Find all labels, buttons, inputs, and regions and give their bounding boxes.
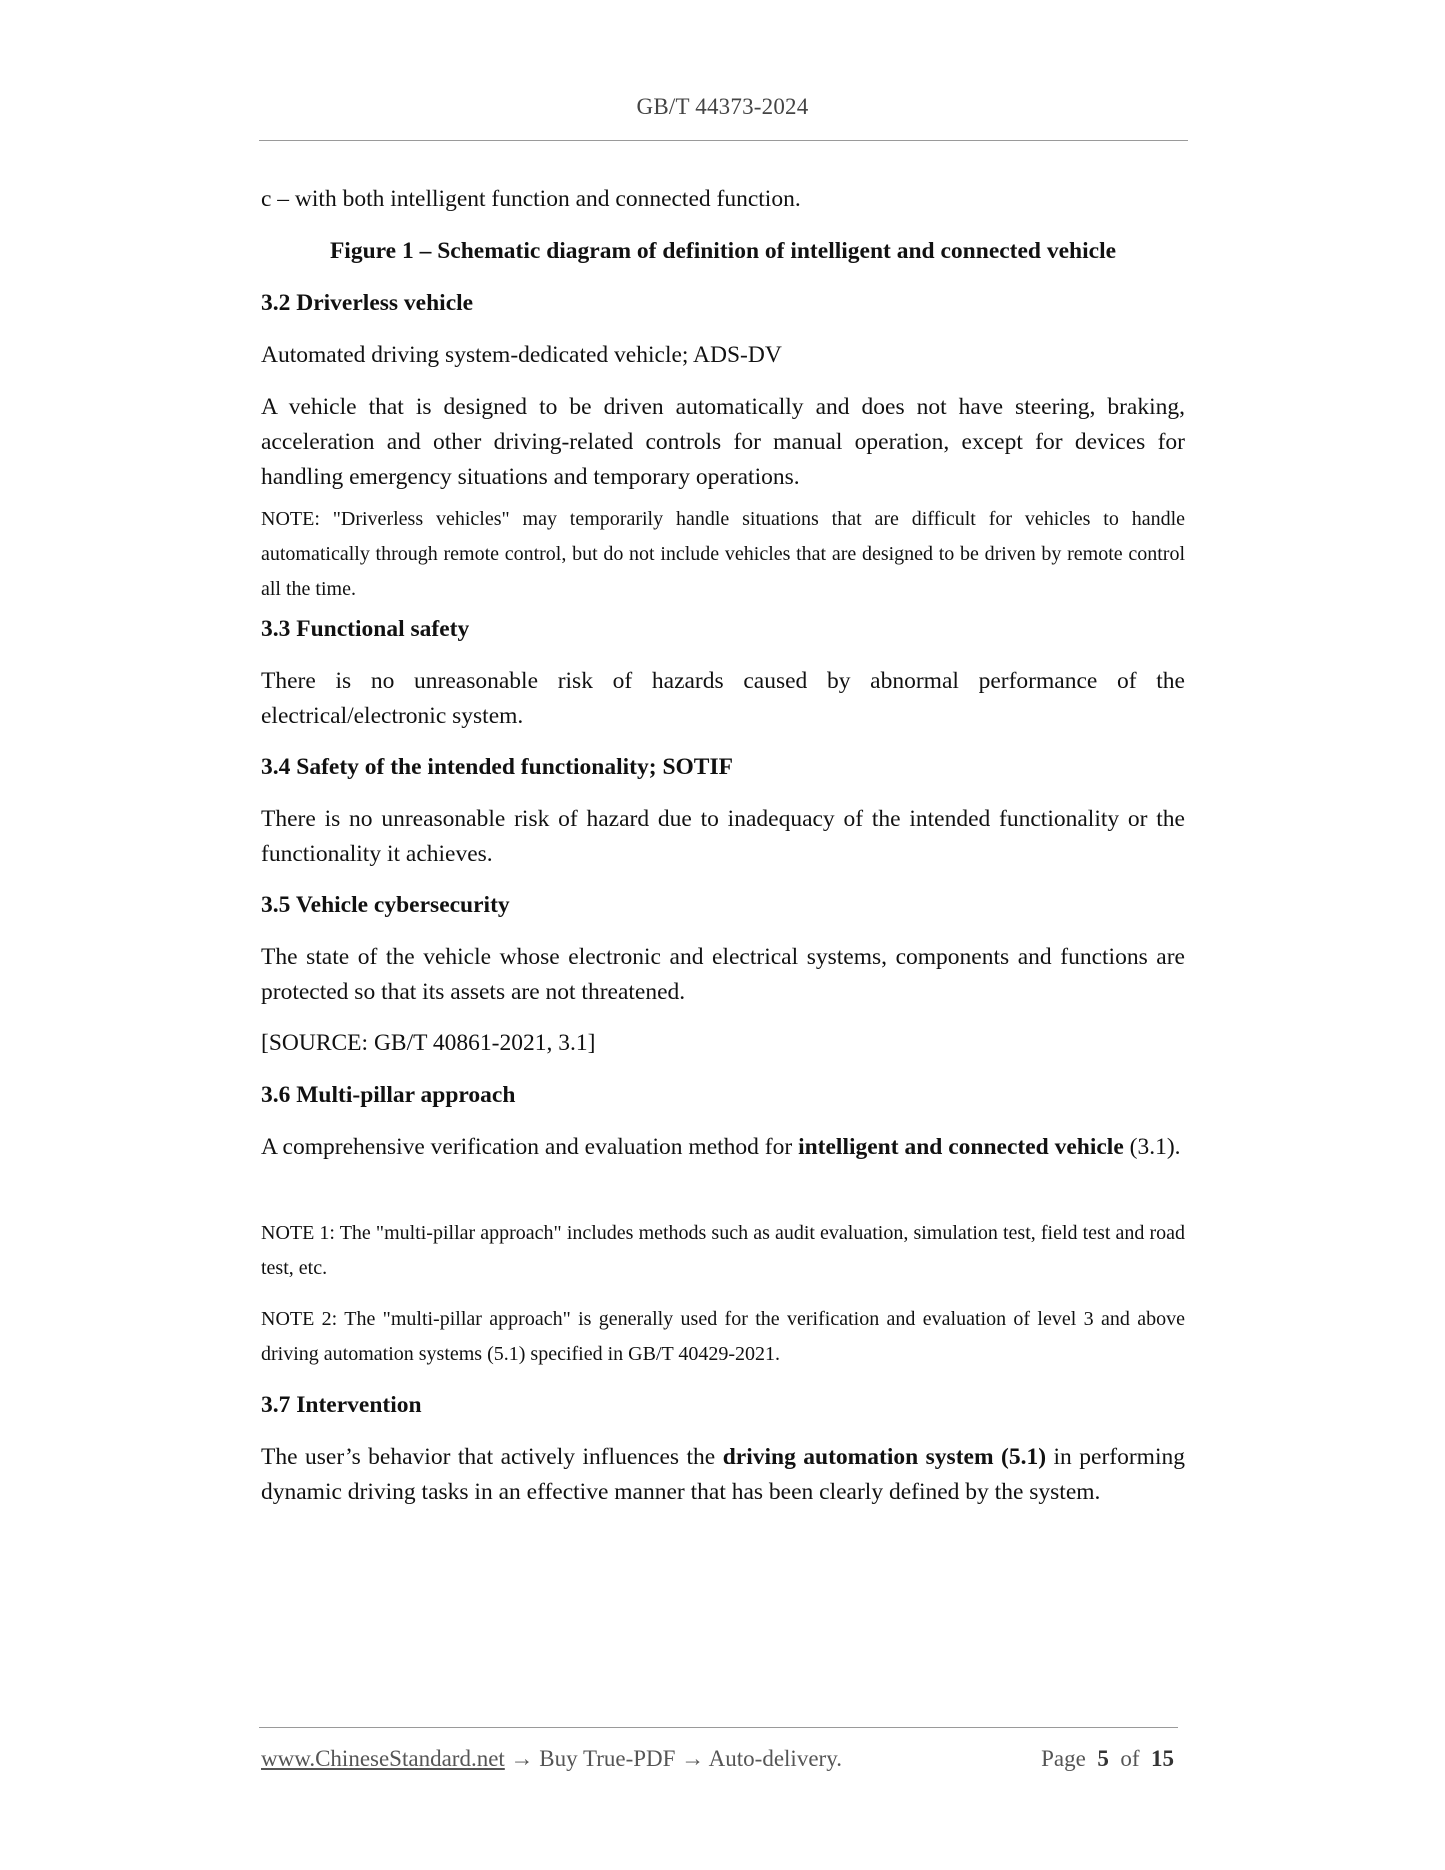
- definition-3-7-pre: The user’s behavior that actively influences the: [261, 1444, 723, 1470]
- website-link[interactable]: www.ChineseStandard.net: [261, 1746, 505, 1771]
- header-standard-number: GB/T 44373-2024: [636, 94, 809, 119]
- header-divider: [259, 140, 1188, 141]
- note-2-3-6: NOTE 2: The "multi-pillar approach" is generally used for the verification and evaluation of level 3 and above driving automation systems (5.1) specified in GB/T 40429-2021.: [261, 1308, 1185, 1365]
- definition-3-6-post: (3.1).: [1123, 1134, 1181, 1160]
- definition-3-7-term: driving automation system (5.1): [722, 1444, 1047, 1470]
- definition-3-5: The state of the vehicle whose electronic and electrical systems, components and functions are protected so that its assets are not threatened.: [261, 944, 1185, 1005]
- figure-caption: Figure 1 – Schematic diagram of definition of intelligent and connected vehicle: [329, 238, 1117, 264]
- arrow-right-icon: →: [681, 1746, 705, 1771]
- arrow-right-icon: →: [510, 1746, 534, 1771]
- definition-3-6: [261, 1130, 1185, 1165]
- definition-3-6-pre: A comprehensive verification and evaluation method for: [261, 1134, 799, 1160]
- definition-3-6-term: intelligent and connected vehicle: [798, 1134, 1124, 1160]
- section-heading-3-3: 3.3 Functional safety: [261, 616, 470, 642]
- page-current: 5: [1097, 1746, 1109, 1771]
- footer-divider: [259, 1727, 1178, 1728]
- section-heading-3-6: 3.6 Multi-pillar approach: [261, 1082, 516, 1108]
- section-heading-3-5: 3.5 Vehicle cybersecurity: [261, 892, 510, 918]
- note-3-2: NOTE: "Driverless vehicles" may temporarily handle situations that are difficult for vehicles to handle automatically through remote control, but do not include vehicles that are designed to be driven by remote control all the time.: [261, 508, 1185, 600]
- auto-delivery-text: Auto-delivery.: [708, 1746, 842, 1771]
- page-number: [1041, 1746, 1174, 1772]
- definition-3-3: There is no unreasonable risk of hazards caused by abnormal performance of the electrical/electronic system.: [261, 668, 1185, 729]
- alt-term-3-2: Automated driving system-dedicated vehicle; ADS-DV: [261, 342, 782, 368]
- note-1-3-6: NOTE 1: The "multi-pillar approach" includes methods such as audit evaluation, simulation test, field test and road test, etc.: [261, 1222, 1185, 1279]
- section-heading-3-7: 3.7 Intervention: [261, 1392, 422, 1418]
- page-total: 15: [1151, 1746, 1174, 1771]
- source-3-5: [SOURCE: GB/T 40861-2021, 3.1]: [261, 1030, 596, 1056]
- definition-3-4: There is no unreasonable risk of hazard due to inadequacy of the intended functionality or the functionality it achieves.: [261, 806, 1185, 867]
- buy-true-pdf-text: Buy True-PDF: [539, 1746, 676, 1771]
- definition-3-7-post: in performing dynamic driving tasks in an effective manner that has been clearly defined by the system.: [261, 1444, 1185, 1505]
- section-heading-3-4: 3.4 Safety of the intended functionality; SOTIF: [261, 754, 733, 780]
- section-heading-3-2: 3.2 Driverless vehicle: [261, 290, 474, 316]
- footer-promo: [261, 1746, 842, 1772]
- definition-3-7: [261, 1440, 1185, 1510]
- of-label: of: [1120, 1746, 1140, 1771]
- page-label: Page: [1041, 1746, 1086, 1771]
- definition-3-2: A vehicle that is designed to be driven automatically and does not have steering, braking, acceleration and other driving-related controls for manual operation, except for devices for handling emergency situations and temporary operations.: [261, 394, 1185, 490]
- figure-legend-item-c: c – with both intelligent function and connected function.: [261, 186, 801, 212]
